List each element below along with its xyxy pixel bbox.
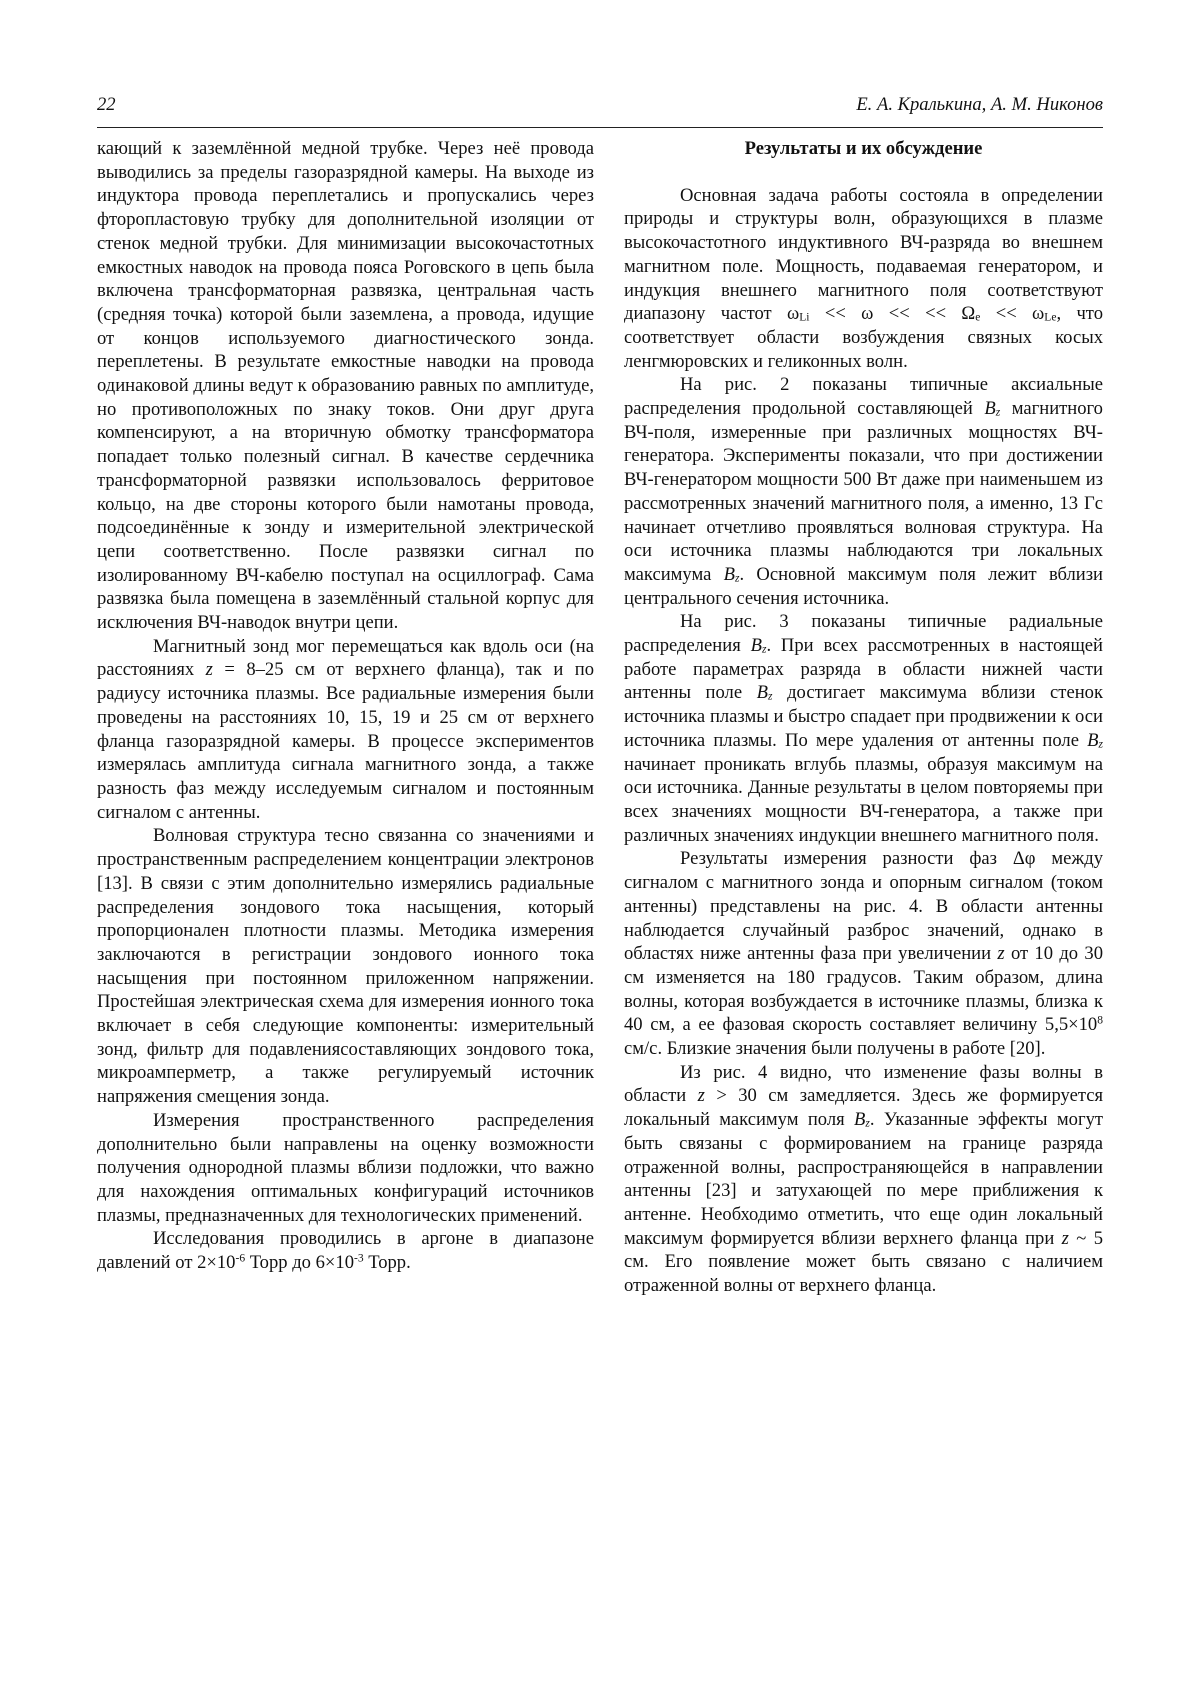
left-paragraph-1: кающий к заземлённой медной трубке. Через неё провода выводились за пределы газоразрядной камеры. На выходе из индуктора провода переплетались и пропускались через фторопластовую трубку для дополнительной изоляции от стенок медной трубки. Для минимизации высокочастотных емкостных наводок на провода пояса Роговского в цепь была включена трансформаторная развязка, центральная часть (средняя точка) которой были заземлена, а провода, идущие от концов используемого диагностического зонда. переплетены. В результате емкостные наводки на провода одинаковой длины ведут к образованию равных по амплитуде, но противоположных по знаку токов. Они друг друга компенсируют, а на вторичную обмотку трансформатора попадает только полезный сигнал. В качестве сердечника трансформаторной развязки использовалось ферритовое кольцо, на две стороны которого были намотаны провода, подсоединённые к зонду и измерительной электрической цепи соответственно. После развязки сигнал по изолированному ВЧ-кабелю поступал на осциллограф. Сама развязка была помещена в заземлённый стальной корпус для исключения ВЧ-наводок внутри цепи. <box>97 138 594 634</box>
section-title: Результаты и их обсуждение <box>744 138 983 159</box>
left-paragraph-3: Волновая структура тесно связанна со значениями и пространственным распределением концентрации электронов [13]. В связи с этим дополнительно измерялись радиальные распределения зондового тока насыщения, который пропорционален плотности плазмы. Методика измерения заключаются в регистрации зондового ионного тока насыщения при постоянном приложенном напряжении. Простейшая электрическая схема для измерения ионного тока включает в себя следующие компоненты: измерительный зонд, фильтр для подавлениясоставляющих зондового тока, микроамперметр, а также регулируемый источник напряжения смещения зонда. <box>97 825 594 1108</box>
right-paragraph-3: На рис. 3 показаны типичные радиальные распределения $B_z$. При всех рассмотренных в настоящей работе параметрах разряда в области нижней части антенны поле $B_z$ достигает максимума вблизи стенок источника плазмы и быстро спадает при продвижении к оси источника плазмы. По мере удаления от антенны поле $B_z$ начинает проникать вглубь плазмы, образуя максимум на оси источника. Данные результаты в целом повторяемы при всех значениях мощности ВЧ-генератора, а также при различных значениях индукции внешнего магнитного поля. <box>624 611 1103 846</box>
running-header-authors: Е. А. Кралькина, А. М. Никонов <box>856 94 1103 115</box>
right-paragraph-4: Результаты измерения разности фаз Δφ между сигналом с магнитного зонда и опорным сигналом (током антенны) представлены на рис. 4. В области антенны наблюдается случайный разброс значений, однако в областях ниже антенны фаза при увеличении z от 10 до 30 см изменяется на 180 градусов. Таким образом, длина волны, которая возбуждается в источнике плазмы, близка к 40 см, а ее фазовая скорость составляет величину $5,5\times 10^8$ см/с. Близкие значения были получены в работе [20]. <box>624 848 1103 1060</box>
left-column <box>97 137 594 1658</box>
left-paragraph-2: Магнитный зонд мог перемещаться как вдоль оси (на расстояниях z = 8–25 см от верхнего фланца), так и по радиусу источника плазмы. Все радиальные измерения были проведены на расстояниях 10, 15, 19 и 25 см от верхнего фланца газоразрядной камеры. В процессе экспериментов измерялась амплитуда сигнала магнитного зонда, а также разность фаз между исследуемым сигналом и постоянным сигналом с антенны. <box>97 635 595 823</box>
left-paragraph-4: Измерения пространственного распределения дополнительно были направлены на оценку возможности получения однородной плазмы вблизи подложки, что важно для нахождения оптимальных конфигураций источников плазмы, предназначенных для технологических применений. <box>97 1109 594 1226</box>
right-column <box>624 137 1103 1658</box>
page-number: 22 <box>97 94 116 115</box>
right-paragraph-5: Из рис. 4 видно, что изменение фазы волны в области z > 30 см замедляется. Здесь же формируется локальный максимум поля $B_z$. Указанные эффекты могут быть связаны с формированием на границе разряда отраженной волны, распространяющейся в направлении антенны [23] и затухающей по мере приближения к антенне. Необходимо отметить, что еще один локальный максимум формируется вблизи верхнего фланца при z ~ 5 см. Его появление может быть связано с наличием отраженной волны от верхнего фланца. <box>624 1061 1103 1297</box>
right-paragraph-2: На рис. 2 показаны типичные аксиальные распределения продольной составляющей $B_z$ магнитного ВЧ-поля, измеренные при различных мощностях ВЧ-генератора. Эксперименты показали, что при достижении ВЧ-генератором мощности 500 Вт даже при наименьшем из рассмотренных значений магнитного поля, а именно, 13 Гс начинает отчетливо проявляться волновая структура. На оси источника плазмы наблюдаются три локальных максимума $B_z$. Основной максимум поля лежит вблизи центрального сечения источника. <box>624 374 1104 609</box>
right-paragraph-1: Основная задача работы состояла в определении природы и структуры волн, образующихся в плазме высокочастотного индуктивного ВЧ-разряда во внешнем магнитном поле. Мощность, подаваемая генератором, и индукция внешнего магнитного поля соответствуют диапазону частот $\omega_{Li} << \omega$ << << $\Omega_e << \omega_{Le}$, что соответствует области возбуждения связных косых ленгмюровских и геликонных волн. <box>624 184 1103 372</box>
left-paragraph-5: Исследования проводились в аргоне в диапазоне давлений от $2\times 10^{-6}$ Торр до $6\times 10^{-3}$ Торр. <box>97 1228 594 1274</box>
header-rule <box>97 127 1103 128</box>
